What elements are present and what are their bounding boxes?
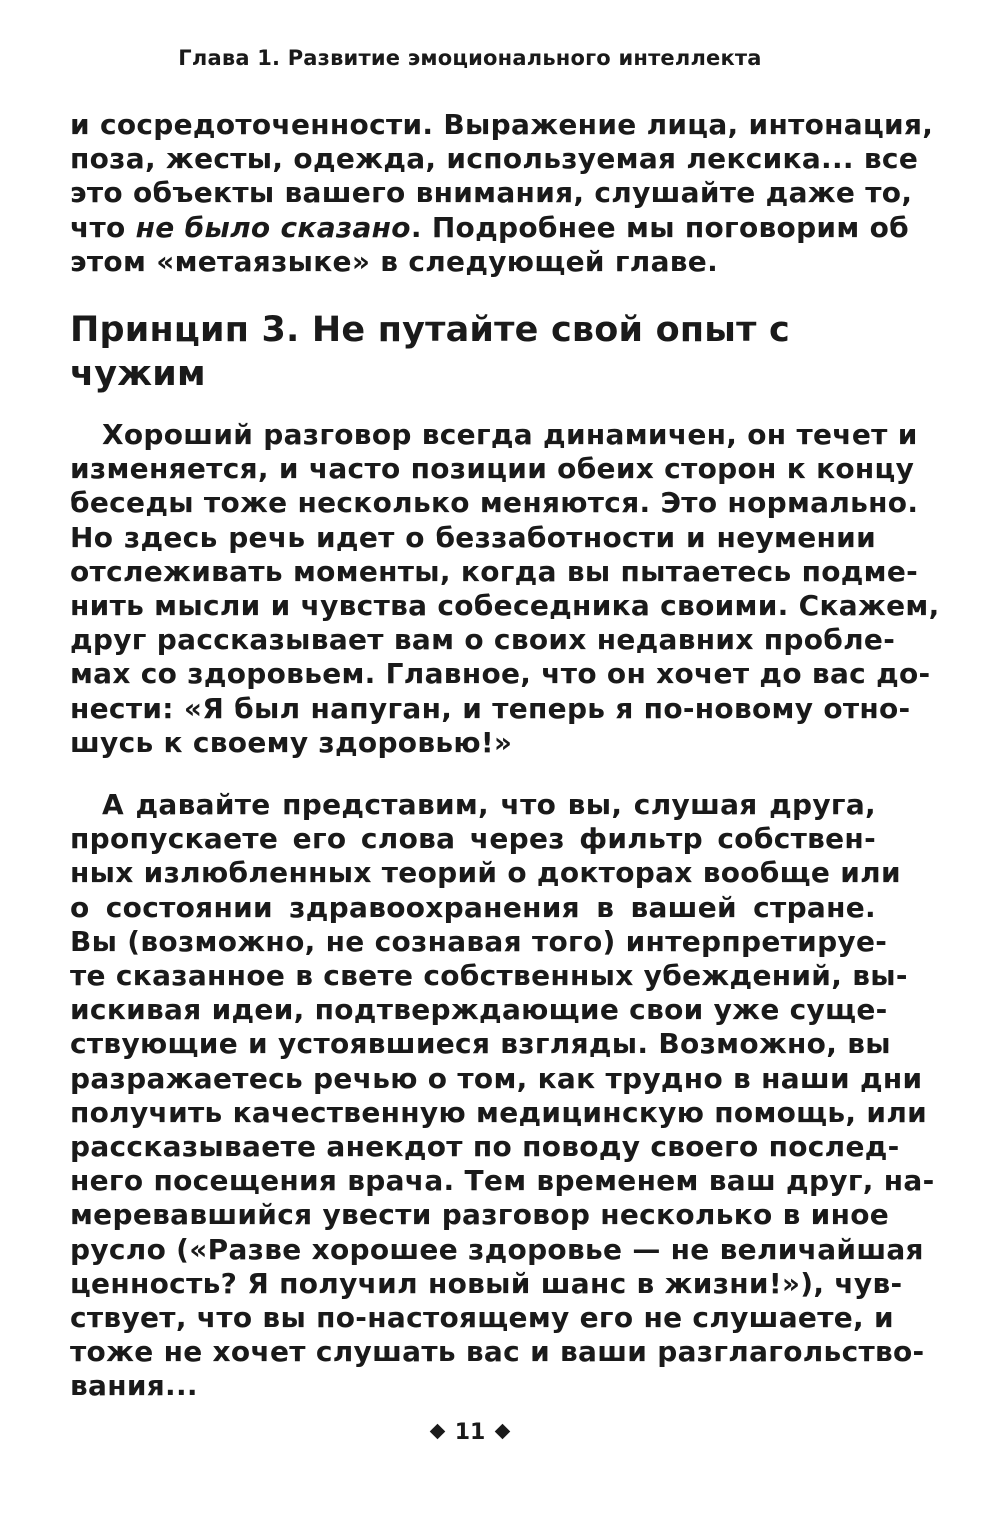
text-line: мах со здоровьем. Главное, что он хочет до вас до- [70, 657, 931, 691]
text-line: отслеживать моменты, когда вы пытаетесь подме- [70, 554, 919, 588]
text-line: шусь к своему здоровью!» [70, 725, 513, 759]
text-line: получить качественную медицинскую помощь, или [70, 1095, 928, 1129]
running-head: Глава 1. Развитие эмоционального интеллекта [178, 46, 762, 70]
text-line: него посещения врача. Тем временем ваш друг, на- [70, 1164, 935, 1198]
text-line: искивая идеи, подтверждающие свои уже суще- [70, 993, 888, 1027]
text-segment: что [70, 210, 136, 244]
text-line: о состоянии здравоохранения в вашей стране. [70, 890, 876, 924]
text-line: А давайте представим, что вы, слушая друга, [102, 788, 876, 821]
diamond-icon [429, 1424, 445, 1440]
page-number: 11 [454, 1420, 486, 1445]
heading-line: Принцип 3. Не путайте свой опыт с [70, 310, 790, 350]
text-line: изменяется, и часто позиции обеих сторон к концу [70, 452, 915, 486]
emphasis-text: не было сказано [135, 210, 411, 244]
text-line: ствует, что вы по-настоящему его не слушаете, и [70, 1301, 894, 1335]
text-line: ствующие и устоявшиеся взгляды. Возможно, вы [70, 1027, 891, 1061]
diamond-icon [495, 1424, 511, 1440]
text-line: друг рассказывает вам о своих недавних пробле- [70, 623, 896, 657]
text-line: это объекты вашего внимания, слушайте даже то, [70, 176, 913, 210]
text-line: те сказанное в свете собственных убеждений, вы- [70, 959, 908, 993]
page-number-footer [0, 1420, 940, 1445]
text-line: вания... [70, 1369, 198, 1403]
text-line: пропускаете его слова через фильтр собствен- [70, 822, 876, 856]
text-line: ценность? Я получил новый шанс в жизни!»), чув- [70, 1266, 903, 1300]
heading-line: чужим [70, 354, 206, 394]
text-line: тоже не хочет слушать вас и ваши разглагольство- [70, 1335, 925, 1369]
text-line [70, 210, 909, 245]
text-line: меревавшийся увести разговор несколько в иное [70, 1198, 890, 1232]
text-line: рассказываете анекдот по поводу своего послед- [70, 1130, 900, 1164]
text-line: ных излюбленных теорий о докторах вообще или [70, 856, 901, 890]
text-line: беседы тоже несколько меняются. Это нормально. [70, 486, 919, 520]
text-line: Хороший разговор всегда динамичен, он течет и [102, 418, 918, 451]
section-heading [70, 308, 890, 396]
text-line: Но здесь речь идет о беззаботности и неумении [70, 520, 876, 554]
text-line: разражаетесь речью о том, как трудно в наши дни [70, 1061, 923, 1095]
text-line: нить мысли и чувства собеседника своими. Скажем, [70, 589, 940, 623]
text-line: нести: «Я был напуган, и теперь я по-новому отно- [70, 691, 911, 725]
paragraph-continued [70, 108, 934, 279]
text-line: Вы (возможно, не сознавая того) интерпретируе- [70, 924, 888, 958]
text-line: поза, жесты, одежда, используемая лексика... все [70, 142, 919, 176]
paragraph [70, 418, 940, 760]
text-line: и сосредоточенности. Выражение лица, интонация, [70, 108, 934, 141]
text-line: этом «метаязыке» в следующей главе. [70, 244, 719, 278]
text-segment: . Подробнее мы поговорим об [410, 210, 909, 244]
text-line: русло («Разве хорошее здоровье — не величайшая [70, 1232, 924, 1266]
paragraph [70, 788, 935, 1404]
